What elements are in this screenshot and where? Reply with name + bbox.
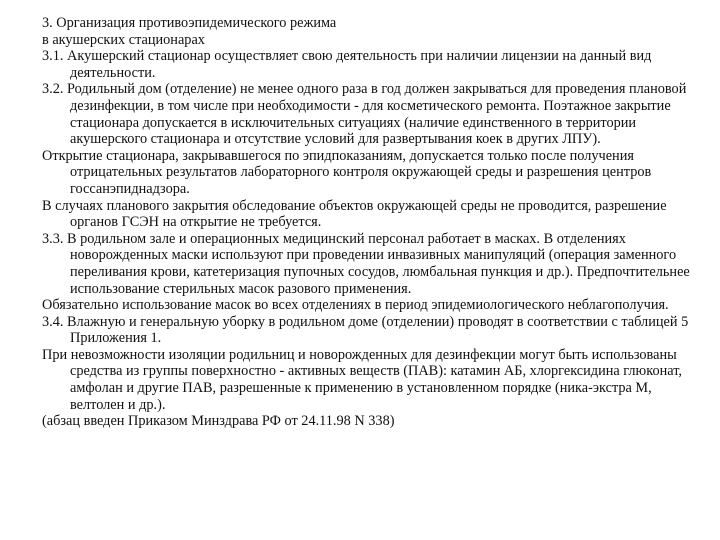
paragraph-disinfection: При невозможности изоляции родильниц и новорожденных для дезинфекции могут быть использованы средства из группы поверхностно - активных веществ (ПАВ): катамин АБ, хлоргексидина глюконат, амфолан и другие ПАВ, разрешенные к применению в установленном порядке (ника-экстра М, велтолен и др.). — [42, 346, 682, 413]
heading-line-2: в акушерских стационарах — [42, 31, 205, 48]
document-body — [42, 15, 692, 430]
heading-line-1: 3. Организация противоэпидемического режима — [42, 15, 337, 31]
paragraph-3-3: 3.3. В родильном зале и операционных медицинский персонал работает в масках. В отделениях новорожденных маски используют при проведении инвазивных манипуляций (операция заменного переливания крови, катетеризация пупочных сосудов, люмбальная пункция и др.). Предпочтительнее использование стерильных масок разового применения. — [42, 230, 690, 297]
paragraph-masks-mandatory: Обязательно использование масок во всех отделениях в период эпидемиологического неблагополучия. — [42, 297, 669, 314]
paragraph-3-1: 3.1. Акушерский стационар осуществляет свою деятельность при наличии лицензии на данный вид деятельности. — [42, 48, 652, 81]
paragraph-amendment-note: (абзац введен Приказом Минздрава РФ от 24.11.98 N 338) — [42, 413, 395, 430]
paragraph-3-4: 3.4. Влажную и генеральную уборку в родильном доме (отделении) проводят в соответствии с таблицей 5 Приложения 1. — [42, 313, 689, 347]
paragraph-3-2: 3.2. Родильный дом (отделение) не менее одного раза в год должен закрываться для проведения плановой дезинфекции, в том числе при необходимости - для косметического ремонта. Поэтажное закрытие стационара допускается в исключительных ситуациях (наличие единственного в территории акушерского стационара и отсутствие условий для развертывания коек в других ЛПУ). — [42, 81, 687, 148]
paragraph-reopening: Открытие стационара, закрывавшегося по эпидпоказаниям, допускается только после получения отрицательных результатов лабораторного контроля окружающей среды и разрешения центров госсанэпиднадзора. — [42, 147, 652, 197]
paragraph-planned-closure: В случаях планового закрытия обследование объектов окружающей среды не проводится, разрешение органов ГСЭН на открытие не требуется. — [42, 197, 667, 231]
